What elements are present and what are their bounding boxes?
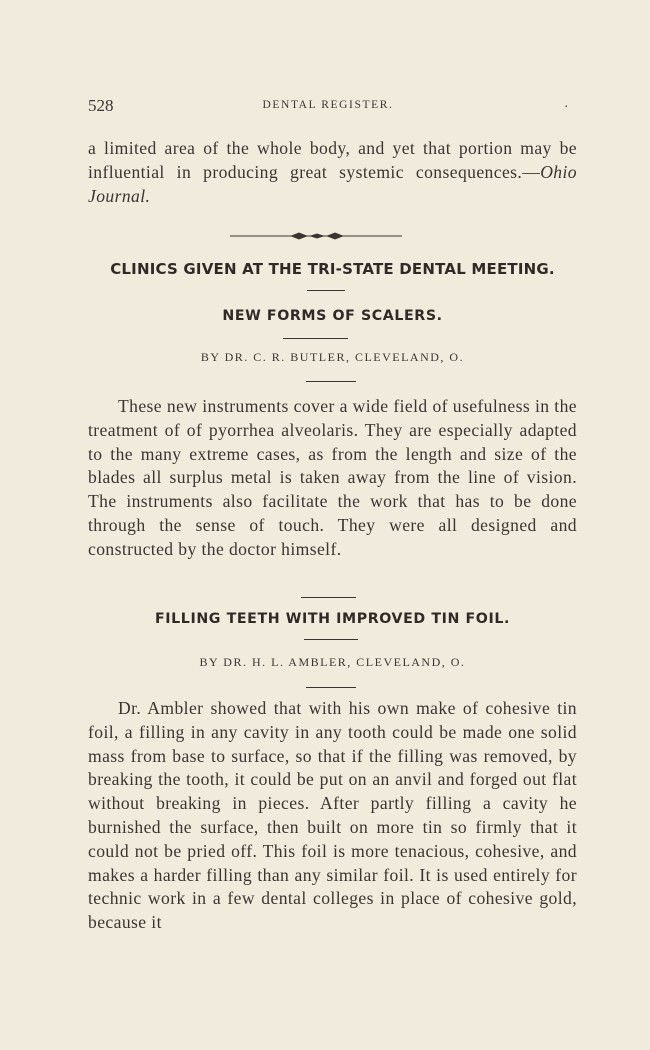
intro-source: Ohio Journal. bbox=[88, 161, 577, 206]
paragraph-tin-foil bbox=[88, 697, 577, 935]
rule-short-3 bbox=[306, 381, 356, 382]
byline-butler: BY DR. C. R. BUTLER, CLEVELAND, O. bbox=[200, 350, 465, 364]
header-mark: . bbox=[564, 96, 568, 111]
rule-short-4 bbox=[301, 597, 356, 598]
byline-ambler: BY DR. H. L. AMBLER, CLEVELAND, O. bbox=[199, 655, 466, 669]
subtitle-scalers: NEW FORMS OF SCALERS. bbox=[222, 308, 443, 324]
intro-paragraph bbox=[88, 137, 577, 208]
section-title-clinics: CLINICS GIVEN AT THE TRI-STATE DENTAL MEETING. bbox=[110, 260, 555, 278]
paragraph-tin-foil-text: Dr. Ambler showed that with his own make of cohesive tin foil, a filling in any cavity in any tooth could be made one solid mass from base to surface, so that if the filling was removed, by breaking the tooth, it could be put on an anvil and forged out flat without breaking in pieces. After partly filling a cavity he burnished the surface, then built on more tin so firmly that it could not be pried off. This foil is more tenacious, cohesive, and makes a harder filling than any similar foil. It is used entirely for technic work in a few dental colleges in place of cohesive gold, because it bbox=[88, 698, 577, 933]
rule-short-5 bbox=[304, 639, 358, 640]
rule-short-2 bbox=[283, 338, 348, 339]
section-title-filling: FILLING TEETH WITH IMPROVED TIN FOIL. bbox=[155, 611, 510, 627]
rule-short-1 bbox=[307, 290, 345, 291]
page-header bbox=[88, 96, 568, 118]
paragraph-scalers-text: These new instruments cover a wide field of usefulness in the treatment of of pyorrhea alveolaris. They are especially adapted to the many extreme cases, as from the length and size of the blades all surplus metal is taken away from the line of vision. The instruments also facilitate the work that has to be done through the sense of touch. They were all designed and constructed by the doctor himself. bbox=[88, 396, 577, 559]
ornament-divider bbox=[230, 230, 402, 242]
rule-short-6 bbox=[306, 687, 356, 688]
intro-text: a limited area of the whole body, and yet that portion may be influential in producing great systemic consequences.— bbox=[88, 138, 577, 182]
running-title: DENTAL REGISTER. bbox=[262, 99, 394, 111]
page-number: 528 bbox=[88, 96, 114, 115]
paragraph-scalers bbox=[88, 395, 577, 562]
